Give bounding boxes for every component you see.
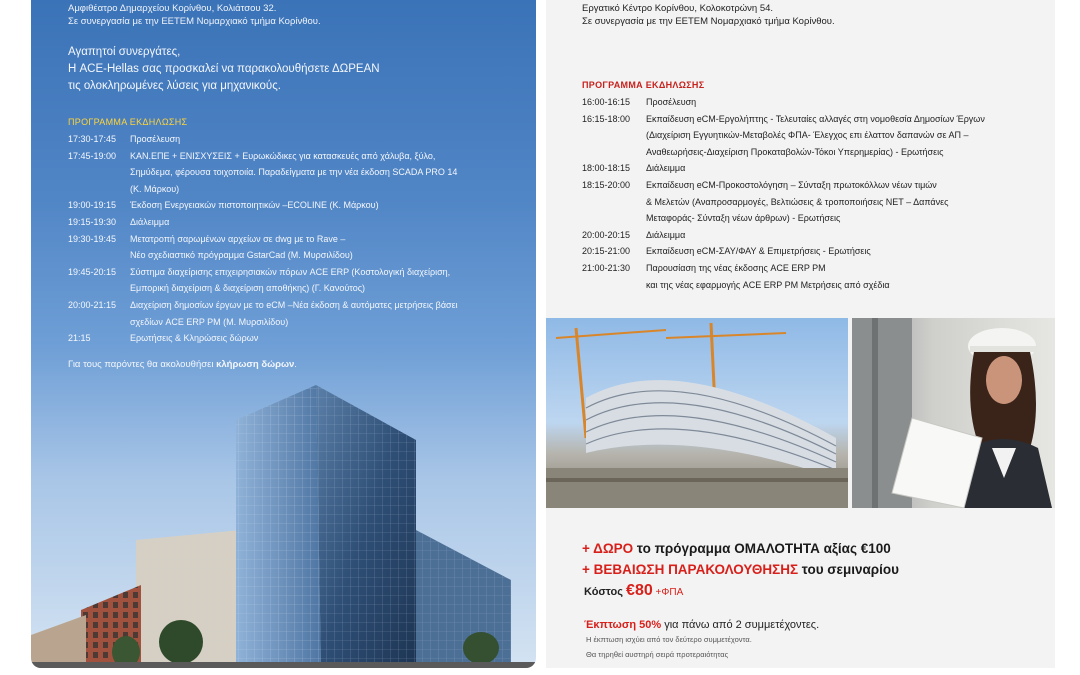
schedule-time: 18:15-20:00 [582, 179, 631, 190]
schedule-description [130, 131, 528, 148]
schedule-line: και της νέας εφαρμογής ACE ERP PM Μετρήσεις από σχέδια [646, 279, 890, 290]
construction-site-image [546, 318, 848, 508]
schedule-time: 20:00-21:15 [68, 299, 117, 310]
schedule-line: Διάλειμμα [130, 216, 170, 227]
schedule-item [68, 214, 528, 231]
schedule-item [68, 148, 528, 198]
schedule-description [130, 297, 528, 330]
schedule-description [130, 264, 528, 297]
schedule-item [582, 227, 1042, 244]
schedule-item [68, 131, 528, 148]
schedule-time: 20:15-21:00 [582, 246, 631, 257]
schedule-line: Σύστημα διαχείρισης επιχειρησιακών πόρων ACE ERP (Κοστολογική διαχείριση, [130, 266, 451, 277]
schedule-line: Εκπαίδευση eCM-ΣΑΥ/ΦΑΥ & Επιμετρήσεις - Ερωτήσεις [646, 246, 871, 257]
left-flyer-panel [31, 0, 536, 668]
schedule-line: σχεδίων ACE ERP PM (Μ. Μυρσιλίδου) [130, 316, 289, 327]
schedule-line: Διάλειμμα [646, 229, 686, 240]
schedule-time: 18:00-18:15 [582, 163, 631, 174]
left-schedule [68, 131, 528, 347]
invite-line-2: τις ολοκληρωμένες λύσεις για μηχανικούς. [68, 80, 281, 92]
right-program-title: ΠΡΟΓΡΑΜΜΑ ΕΚΔΗΛΩΣΗΣ [582, 80, 705, 90]
schedule-item [68, 264, 528, 297]
schedule-line: Σημύδεμα, φέρουσα τοιχοποιία. Παραδείγματα με την νέα έκδοση SCADA PRO 14 [130, 167, 458, 178]
discount-offer: Έκπτωση 50% για πάνω από 2 συμμετέχοντες. [584, 619, 820, 631]
schedule-time: 19:15-19:30 [68, 216, 117, 227]
schedule-line: Εκπαίδευση eCM-Εργολήπτης - Τελευταίες αλλαγές στη νομοθεσία Δημοσίων Έργων [646, 113, 985, 124]
schedule-description [130, 197, 528, 214]
schedule-time: 19:45-20:15 [68, 266, 117, 277]
schedule-item [582, 243, 1042, 260]
schedule-line: Εκπαίδευση eCM-Προκοστολόγηση – Σύνταξη πρωτοκόλλων νέων τιμών [646, 179, 937, 190]
schedule-line: Προσέλευση [130, 134, 181, 144]
schedule-line: & Μελετών (Αναπροσαρμογές, Βελτιώσεις & τροποποιήσεις ΝΕΤ – Δαπάνες [646, 196, 949, 207]
schedule-description [646, 260, 1042, 293]
right-flyer-panel [546, 0, 1055, 668]
schedule-line: Διαχείριση δημοσίων έργων με το eCM –Νέα έκδοση & αυτόματες μετρήσεις βάσει [130, 299, 458, 310]
schedule-time: 17:30-17:45 [68, 134, 117, 144]
schedule-time: 21:15 [68, 333, 91, 344]
schedule-time: 17:45-19:00 [68, 150, 117, 161]
left-venue: Αμφιθέατρο Δημαρχείου Κορίνθου, Κολιάτσου 32. Σε συνεργασία με την ΕΕΤΕΜ Νομαρχιακό τμήμα Κορίνθου. [68, 3, 321, 27]
schedule-description [130, 231, 528, 264]
schedule-line: Νέο σχεδιαστικό πρόγραμμα GstarCad (Μ. Μυρσιλίδου) [130, 250, 353, 261]
schedule-item [582, 177, 1042, 227]
schedule-time: 20:00-20:15 [582, 229, 631, 240]
schedule-line: (Κ. Μάρκου) [130, 183, 180, 194]
right-schedule [582, 94, 1042, 293]
schedule-line: Μετατροπή σαρωμένων αρχείων σε dwg με το Rave – [130, 233, 346, 244]
raffle-note: Για τους παρόντες θα ακολουθήσει κλήρωση δώρων. [68, 359, 297, 370]
schedule-line: Ερωτήσεις & Κληρώσεις δώρων [130, 333, 259, 344]
schedule-line: ΚΑΝ.ΕΠΕ + ΕΝΙΣΧΥΣΕΙΣ + Ευρωκώδικες για κατασκευές από χάλυβα, ξύλο, [130, 150, 436, 161]
priority-note: Θα τηρηθεί αυστηρή σειρά προτεραιότητας [586, 650, 729, 659]
schedule-line: Αναθεωρήσεις-Διαχείριση Προκαταβολών-Τόκοι Υπερημερίας) - Ερωτήσεις [646, 146, 944, 157]
schedule-description [646, 111, 1042, 161]
schedule-line: Προσέλευση [646, 97, 697, 107]
schedule-description [646, 160, 1042, 177]
schedule-line: Έκδοση Ενεργειακών πιστοποιητικών –ECOLINE (Κ. Μάρκου) [130, 200, 379, 211]
office-building-image [31, 380, 536, 668]
schedule-item [582, 94, 1042, 111]
schedule-item [68, 231, 528, 264]
schedule-time: 21:00-21:30 [582, 262, 631, 273]
schedule-time: 16:15-18:00 [582, 113, 631, 124]
invite-line-1: Η ACE-Hellas σας προσκαλεί να παρακολουθήσετε ΔΩΡΕΑΝ [68, 63, 380, 75]
schedule-description [646, 243, 1042, 260]
schedule-description [646, 177, 1042, 227]
schedule-item [68, 330, 528, 347]
schedule-item [68, 297, 528, 330]
schedule-item [68, 197, 528, 214]
schedule-description [130, 214, 528, 231]
schedule-item [582, 160, 1042, 177]
certificate-offer: + ΒΕΒΑΙΩΣΗ ΠΑΡΑΚΟΛΟΥΘΗΣΗΣ του σεμιναρίου [582, 562, 899, 577]
schedule-time: 16:00-16:15 [582, 97, 631, 107]
discount-note: Η έκπτωση ισχύει από τον δεύτερο συμμετέχοντα. [586, 635, 752, 644]
greeting: Αγαπητοί συνεργάτες, [68, 46, 181, 58]
schedule-description [646, 227, 1042, 244]
schedule-line: Εμπορική διαχείριση & διαχείριση αποθήκης) (Γ. Κανούτος) [130, 283, 366, 294]
schedule-item [582, 260, 1042, 293]
schedule-time: 19:30-19:45 [68, 233, 117, 244]
seminar-cost: Κόστος €80 +ΦΠΑ [584, 582, 684, 599]
left-program-title: ΠΡΟΓΡΑΜΜΑ ΕΚΔΗΛΩΣΗΣ [68, 117, 188, 127]
schedule-line: (Διαχείριση Εγγυητικών-Μεταβολές ΦΠΑ- Έλεγχος επι έλαττον δαπανών σε ΑΠ – [646, 130, 969, 141]
schedule-line: Παρουσίαση της νέας έκδοσης ACE ERP PM [646, 262, 826, 273]
schedule-line: Διάλειμμα [646, 163, 686, 174]
right-venue: Εργατικό Κέντρο Κορίνθου, Κολοκοτρώνη 54. Σε συνεργασία με την ΕΕΤΕΜ Νομαρχιακό τμήμα Κορίνθου. [582, 3, 835, 27]
schedule-time: 19:00-19:15 [68, 200, 117, 211]
left-invitation [68, 44, 380, 95]
schedule-description [130, 148, 528, 198]
engineer-woman-image [852, 318, 1055, 508]
gift-offer: + ΔΩΡΟ το πρόγραμμα ΟΜΑΛΟΤΗΤΑ αξίας €100 [582, 541, 891, 556]
schedule-line: Μεταφοράς- Σύνταξη νέων άρθρων) - Ερωτήσεις [646, 213, 841, 224]
schedule-item [582, 111, 1042, 161]
schedule-description [130, 330, 528, 347]
schedule-description [646, 94, 1042, 111]
